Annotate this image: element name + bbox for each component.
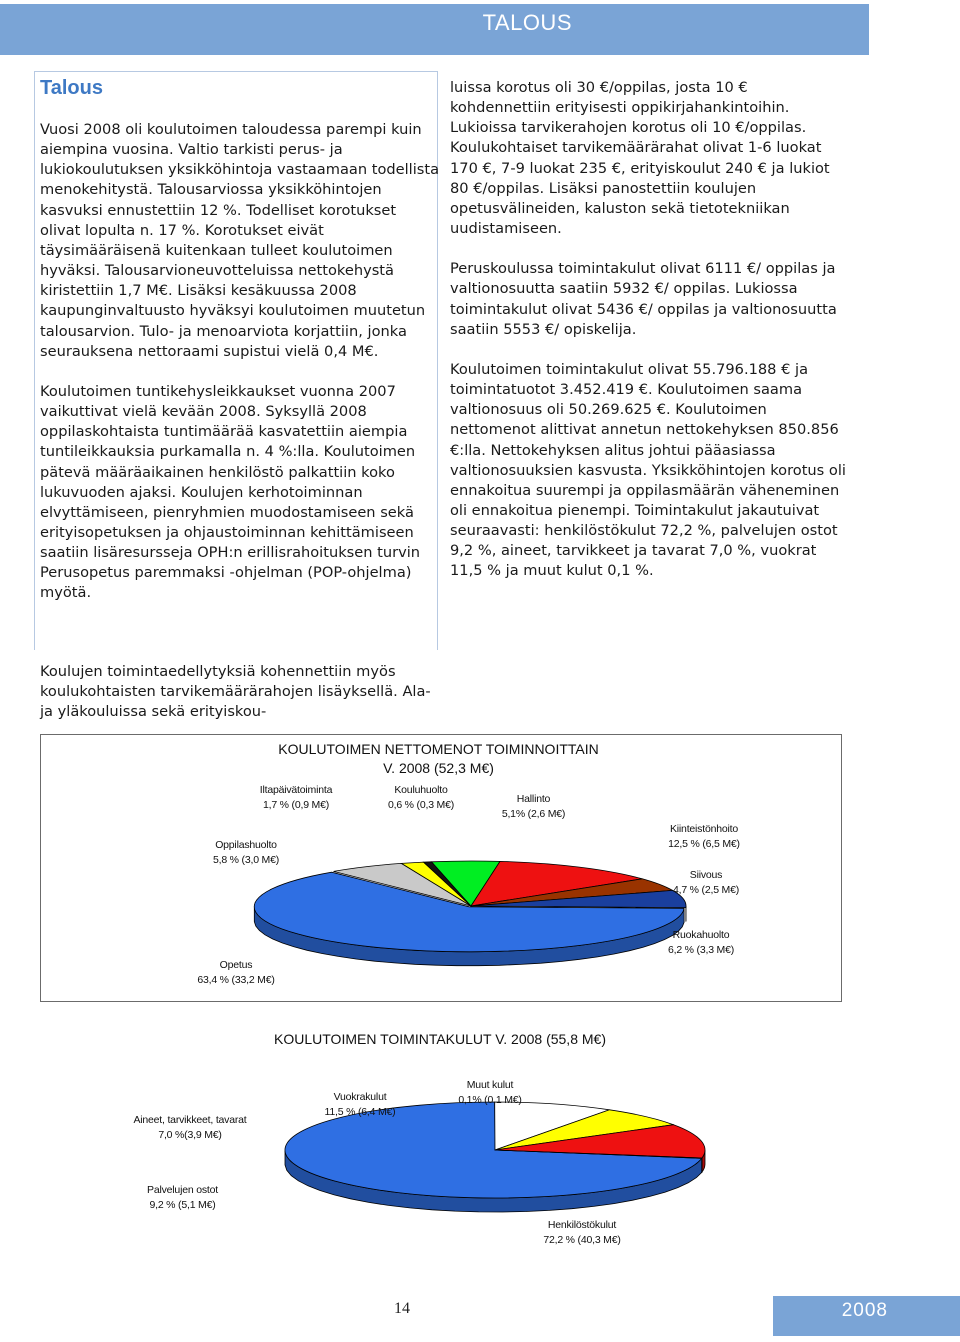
header-title: TALOUS (482, 10, 572, 35)
chart1-label-kiinteistonhoito: Kiinteistönhoito 12,5 % (6,5 M€) (668, 823, 740, 850)
chart2-label-vuokrakulut: Vuokrakulut 11,5 % (6,4 M€) (324, 1091, 396, 1118)
page-number: 14 (394, 1300, 410, 1317)
chart1-subtitle: V. 2008 (52,3 M€) (383, 760, 494, 776)
column-left-lower (40, 662, 440, 722)
paragraph-hours: Koulutoimen tuntikehysleikkaukset vuonna 2007 vaikuttivat vielä kevään 2008. Syksyllä 2008 oppilaskohtaista tuntimäärää kasvatettiin aiempia tuntileikkauksia purkamalla n. 4 %:lla. Koulutoimen pätevä määräaikainen henkilöstö palkattiin koko lukuvuoden ajaksi. Koulujen kerhotoiminnan elvyttämiseen, pienryhmien muodostamiseen sekä erityisopetuksen ja ohjaustoiminnan kehittämiseen saatiin lisäresursseja OPH:n erillisrahoituksen turvin Perusopetus paremmaksi -ohjelman (POP-ohjelma) myötä. (40, 382, 421, 602)
section-heading: Talous (40, 77, 103, 99)
column-left (40, 120, 440, 604)
chart2-label-muut-kulut: Muut kulut 0,1% (0,1 M€) (458, 1079, 522, 1106)
chart2-label-henkilostokulut: Henkilöstökulut 72,2 % (40,3 M€) (543, 1219, 621, 1246)
chart1-label-siivous: Siivous 4,7 % (2,5 M€) (672, 869, 740, 896)
chart2-label-palvelujen-ostot: Palvelujen ostot 9,2 % (5,1 M€) (147, 1184, 218, 1211)
paragraph-conditions: Koulujen toimintaedellytyksiä kohennettiin myös koulukohtaisten tarvikemäärärahojen lisäyksellä. Ala- ja yläkouluissa sekä erityiskou- (40, 663, 431, 721)
paragraph-supplies: luissa korotus oli 30 €/oppilas, josta 10 € kohdennettiin erityisesti oppikirjahankintoihin. Lukioissa tarvikerahojen korotus oli 10 €/oppilas. Koulukohtaiset tarvikemäärärahat olivat 1-6 luokat 170 €, 7-9 luokat 235 €, erityiskoulut 240 € ja lukiot 80 €/oppilas. Lisäksi panostettiin koulujen opetusvälineiden, kaluston sekä tietotekniikan uudistamiseen. (450, 79, 830, 238)
chart2-label-aineet: Aineet, tarvikkeet, tavarat 7,0 %(3,9 M€) (133, 1114, 247, 1141)
chart1-label-opetus: Opetus 63,4 % (33,2 M€) (197, 959, 275, 986)
chart1-label-iltapaivatoiminta: Iltapäivätoiminta 1,7 % (0,9 M€) (259, 784, 333, 811)
chart2-title: KOULUTOIMEN TOIMINTAKULUT V. 2008 (55,8 M€) (274, 1031, 606, 1047)
paragraph-operating-costs: Koulutoimen toimintakulut olivat 55.796.188 € ja toimintatuotot 3.452.419 €. Koulutoimen saama valtionosuus oli 50.269.625 €. Koulutoimen nettomenot alittivat annetun nettokehyksen 850.856 €:lla. Nettokehyksen alitus johtui pääasiassa valtionosuuksien kasvusta. Yksikköhintojen korotus oli ennakoitua suurempi ja oppilasmäärän väheneminen oli ennakoitua pienempi. Toimintakulut jakautuivat seuraavasti: henkilöstökulut 72,2 %, palvelujen ostot 9,2 %, aineet, tarvikkeet ja tavarat 7,0 %, vuokrat 11,5 % ja muut kulut 0,1 %. (450, 360, 846, 580)
paragraph-costs-per-pupil: Peruskoulussa toimintakulut olivat 6111 €/ oppilas ja valtionosuutta saatiin 5932 €/ oppilas. Lukiossa toimintakulut olivat 5436 €/ oppilas ja valtionosuutta saatiin 5553 €/ opiskelija. (450, 260, 837, 338)
column-right (450, 78, 850, 582)
footer-year: 2008 (841, 1300, 888, 1321)
chart1-title: KOULUTOIMEN NETTOMENOT TOIMINNOITTAIN (278, 741, 599, 757)
chart2-pie (40, 1020, 840, 1270)
chart-operating-costs (40, 1020, 840, 1270)
chart-net-expenses (40, 734, 842, 1002)
chart1-label-kouluhuolto: Kouluhuolto 0,6 % (0,3 M€) (387, 784, 455, 811)
header-bar (0, 4, 869, 55)
paragraph-budget: Vuosi 2008 oli koulutoimen taloudessa parempi kuin aiempina vuosina. Valtio tarkisti perus- ja lukiokoulutuksen yksikköhintoja vastaamaan todellista menokehitystä. Talousarviossa yksikköhintojen kasvuksi ennustettiin 12 %. Todelliset korotukset olivat lopulta n. 17 %. Korotukset eivät täysimääräisenä kuitenkaan tulleet koulutoimen hyväksi. Talousarvioneuvotteluissa nettokehystä kiristettiin 1,7 M€. Lisäksi kesäkuussa 2008 kaupunginvaltuusto hyväksyi koulutoimen muutetun talousarvion. Tulo- ja menoarviota korjattiin, jonka seurauksena nettoraami supistui vielä 0,4 M€. (40, 121, 440, 360)
chart1-label-oppilashuolto: Oppilashuolto 5,8 % (3,0 M€) (212, 839, 280, 866)
chart1-label-ruokahuolto: Ruokahuolto 6,2 % (3,3 M€) (667, 929, 735, 956)
chart1-label-hallinto: Hallinto 5,1% (2,6 M€) (501, 793, 566, 820)
